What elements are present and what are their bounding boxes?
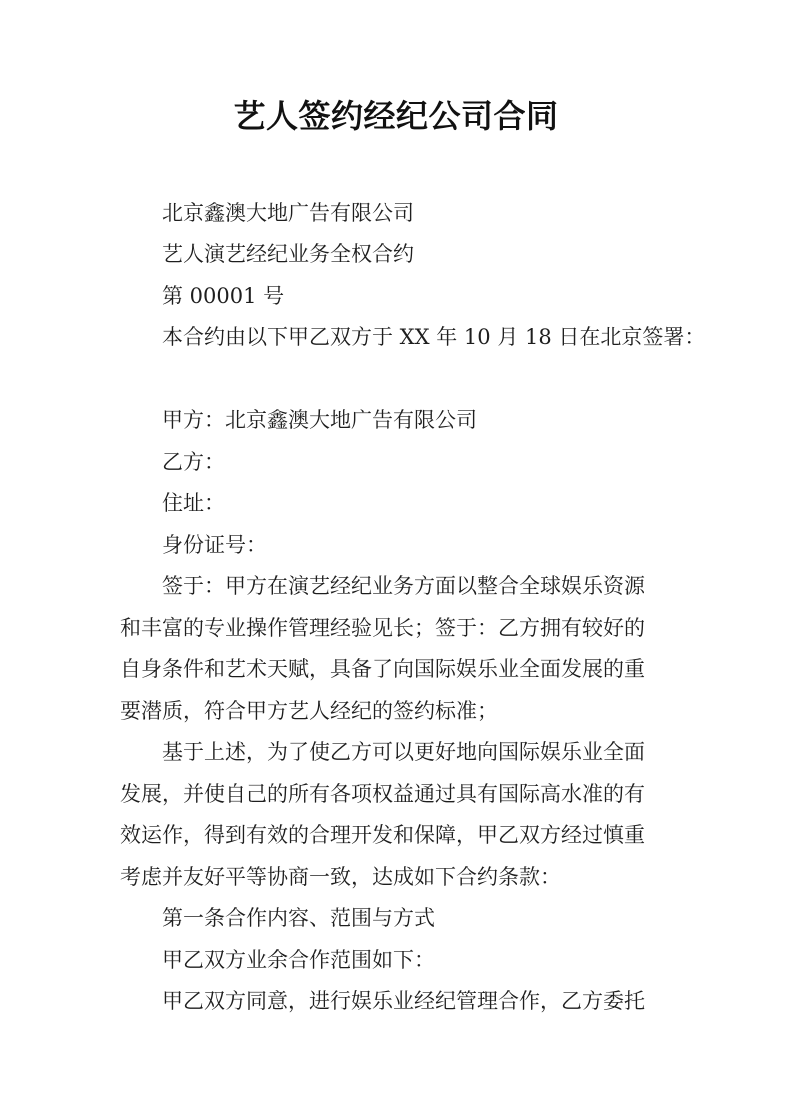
paragraph-line: 甲乙双方业余合作范围如下：	[162, 948, 435, 972]
signing-statement-line: 本合约由以下甲乙双方于 XX 年 10 月 18 日在北京签署：	[162, 325, 706, 349]
address-line: 住址：	[162, 491, 225, 515]
paragraph-line: 考虑并友好平等协商一致，达成如下合约条款：	[120, 865, 561, 889]
paragraph-line: 自身条件和艺术天赋，具备了向国际娱乐业全面发展的重	[120, 657, 645, 681]
id-number-line: 身份证号：	[162, 533, 267, 557]
contract-number-line: 第 00001 号	[162, 284, 285, 308]
paragraph-line: 基于上述，为了使乙方可以更好地向国际娱乐业全面	[162, 740, 645, 764]
paragraph-line: 和丰富的专业操作管理经验见长；签于：乙方拥有较好的	[120, 616, 645, 640]
section-heading-line: 第一条合作内容、范围与方式	[162, 906, 435, 930]
paragraph-line: 发展，并使自己的所有各项权益通过具有国际高水准的有	[120, 782, 645, 806]
paragraph-line: 甲乙双方同意，进行娱乐业经纪管理合作，乙方委托	[162, 989, 645, 1013]
paragraph-line: 效运作，得到有效的合理开发和保障，甲乙双方经过慎重	[120, 823, 645, 847]
document-title: 艺人签约经纪公司合同	[233, 97, 559, 135]
party-b-line: 乙方：	[162, 450, 225, 474]
company-name-line: 北京鑫澳大地广告有限公司	[162, 201, 414, 225]
paragraph-line: 要潜质，符合甲方艺人经纪的签约标准；	[120, 699, 498, 723]
party-a-line: 甲方：北京鑫澳大地广告有限公司	[162, 408, 477, 432]
paragraph-line: 签于：甲方在演艺经纪业务方面以整合全球娱乐资源	[162, 574, 645, 598]
contract-name-line: 艺人演艺经纪业务全权合约	[162, 242, 414, 266]
